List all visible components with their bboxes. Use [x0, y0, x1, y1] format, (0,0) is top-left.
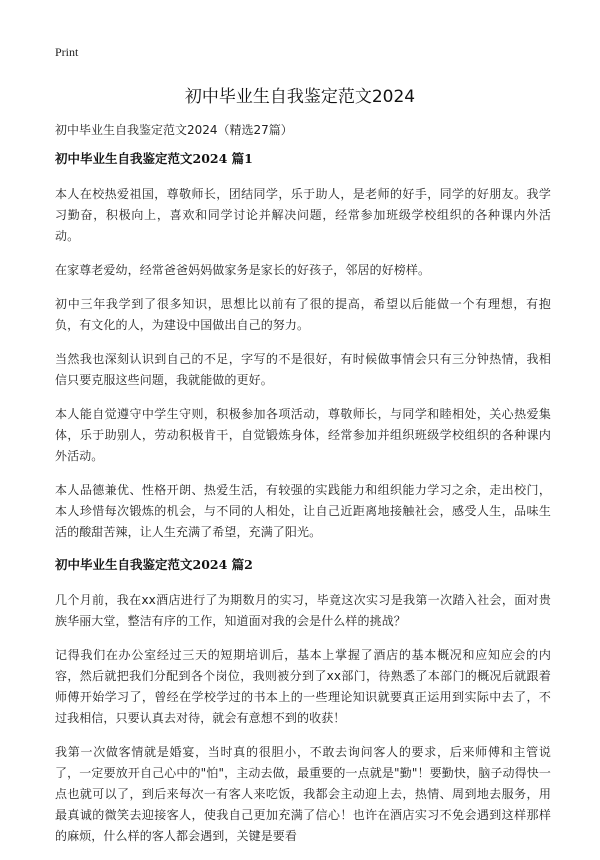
- paragraph: 在家尊老爱幼，经常爸爸妈妈做家务是家长的好孩子，邻居的好榜样。: [55, 263, 431, 277]
- document-subtitle: 初中毕业生自我鉴定范文2024（精选27篇）: [55, 123, 293, 137]
- document-body: [55, 150, 551, 860]
- section-1: [55, 150, 551, 543]
- page-title: 初中毕业生自我鉴定范文2024: [184, 87, 416, 107]
- section-heading: 初中毕业生自我鉴定范文2024 篇1: [55, 151, 253, 166]
- paragraph: 当然我也深刻认识到自己的不足，字写的不是很好，有时候做事情会只有三分钟热情，我相信只要克服这些问题，我就能做的更好。: [55, 352, 551, 387]
- print-link[interactable]: Print: [55, 45, 79, 59]
- paragraph: 几个月前，我在xx酒店进行了为期数月的实习，毕竟这次实习是我第一次踏入社会，面对贵族华丽大堂，整洁有序的工作，知道面对我的会是什么样的挑战？: [55, 593, 551, 628]
- paragraph: 本人品德兼优、性格开朗、热爱生活，有较强的实践能力和组织能力学习之余，走出校门，本人珍惜每次锻炼的机会，与不同的人相处，让自己近距离地接触社会，感受人生，品味生活的酸甜苦辣，让人生充满了希望，充满了阳光。: [55, 483, 551, 539]
- paragraph: 我第一次做客情就是婚宴，当时真的很胆小，不敢去询问客人的要求，后来师傅和主管说了，一定要放开自己心中的"怕"，主动去做，最重要的一点就是"勤"！要勤快，脑子动得快一点也就可以了，到后来每次一有客人来吃饭，我都会主动迎上去，热情、周到地去服务，用最真诚的微笑去迎接客人，使我自己更加充满了信心！也许在酒店实习不免会遇到这样那样的麻烦，什么样的客人都会遇到，关键是要看: [55, 745, 551, 843]
- paragraph: 本人在校热爱祖国，尊敬师长，团结同学，乐于助人，是老师的好手，同学的好朋友。我学习勤奋，积极向上，喜欢和同学讨论并解决问题，经常参加班级学校组织的各种课内外活动。: [55, 187, 551, 243]
- paragraph: 本人能自觉遵守中学生守则，积极参加各项活动，尊敬师长，与同学和睦相处，关心热爱集体，乐于助别人，劳动积极肯干，自觉锻炼身体，经常参加并组织班级学校组织的各种课内外活动。: [55, 407, 551, 463]
- paragraph: 记得我们在办公室经过三天的短期培训后，基本上掌握了酒店的基本概况和应知应会的内容，然后就把我们分配到各个岗位，我则被分到了xx部门，待熟悉了本部门的概况后就跟着师傅开始学习了，曾经在学校学过的书本上的一些理论知识就要真正运用到实际中去了，不过我相信，只要认真去对待，就会有意想不到的收获！: [55, 648, 551, 725]
- paragraph: 初中三年我学到了很多知识，思想比以前有了很的提高，希望以后能做一个有理想，有抱负，有文化的人，为建设中国做出自己的努力。: [55, 297, 551, 332]
- section-2: [55, 556, 551, 847]
- section-heading: 初中毕业生自我鉴定范文2024 篇2: [55, 557, 253, 572]
